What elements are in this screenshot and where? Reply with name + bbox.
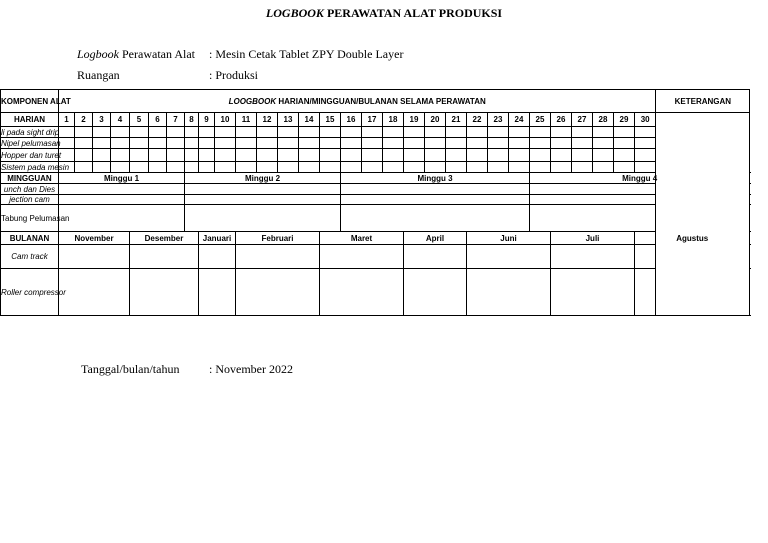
check-cell[interactable] bbox=[404, 127, 425, 138]
check-cell[interactable] bbox=[149, 138, 167, 149]
check-cell[interactable] bbox=[341, 195, 530, 205]
date-label: Tanggal/bulan/tahun bbox=[81, 362, 180, 376]
check-cell[interactable] bbox=[185, 205, 341, 232]
day-number: 1 bbox=[59, 113, 75, 127]
day-number: 21 bbox=[446, 113, 467, 127]
check-cell[interactable] bbox=[530, 127, 551, 138]
check-cell[interactable] bbox=[167, 138, 185, 149]
day-number: 23 bbox=[488, 113, 509, 127]
check-cell[interactable] bbox=[593, 162, 614, 173]
check-cell[interactable] bbox=[635, 138, 656, 149]
check-cell[interactable] bbox=[111, 149, 130, 162]
monthly-item-label: Cam track bbox=[1, 245, 59, 269]
check-cell[interactable] bbox=[635, 245, 750, 269]
check-cell[interactable] bbox=[299, 127, 320, 138]
month-header: November bbox=[59, 232, 130, 245]
check-cell[interactable] bbox=[185, 127, 199, 138]
check-cell[interactable] bbox=[236, 149, 257, 162]
check-cell[interactable] bbox=[509, 162, 530, 173]
check-cell[interactable] bbox=[320, 127, 341, 138]
check-cell[interactable] bbox=[185, 138, 199, 149]
check-cell[interactable] bbox=[635, 162, 656, 173]
check-cell[interactable] bbox=[236, 138, 257, 149]
check-cell[interactable] bbox=[257, 127, 278, 138]
day-number: 20 bbox=[425, 113, 446, 127]
check-cell[interactable] bbox=[199, 269, 236, 316]
check-cell[interactable] bbox=[383, 127, 404, 138]
check-cell[interactable] bbox=[341, 184, 530, 195]
table-row bbox=[1, 173, 750, 184]
check-cell[interactable] bbox=[425, 162, 446, 173]
check-cell[interactable] bbox=[75, 162, 93, 173]
check-cell[interactable] bbox=[257, 162, 278, 173]
header-rest: HARIAN/MINGGUAN/BULANAN SELAMA PERAWATAN bbox=[276, 96, 486, 106]
check-cell[interactable] bbox=[167, 162, 185, 173]
check-cell[interactable] bbox=[111, 127, 130, 138]
check-cell[interactable] bbox=[572, 149, 593, 162]
check-cell[interactable] bbox=[59, 205, 185, 232]
check-cell[interactable] bbox=[167, 149, 185, 162]
check-cell[interactable] bbox=[149, 162, 167, 173]
weekly-item-label: unch dan Dies bbox=[1, 184, 59, 195]
check-cell[interactable] bbox=[572, 138, 593, 149]
check-cell[interactable] bbox=[236, 269, 320, 316]
month-header: Januari bbox=[199, 232, 236, 245]
check-cell[interactable] bbox=[320, 149, 341, 162]
check-cell[interactable] bbox=[130, 127, 149, 138]
check-cell[interactable] bbox=[362, 138, 383, 149]
check-cell[interactable] bbox=[446, 138, 467, 149]
check-cell[interactable] bbox=[383, 162, 404, 173]
day-number: 22 bbox=[467, 113, 488, 127]
table-row bbox=[1, 205, 750, 218]
check-cell[interactable] bbox=[149, 127, 167, 138]
month-header: Februari bbox=[236, 232, 320, 245]
check-cell[interactable] bbox=[488, 162, 509, 173]
check-cell[interactable] bbox=[446, 127, 467, 138]
check-cell[interactable] bbox=[404, 269, 467, 316]
check-cell[interactable] bbox=[467, 245, 551, 269]
check-cell[interactable] bbox=[572, 162, 593, 173]
check-cell[interactable] bbox=[199, 149, 215, 162]
check-cell[interactable] bbox=[130, 162, 149, 173]
check-cell[interactable] bbox=[551, 269, 635, 316]
header-italic: LOOGBOOK bbox=[228, 96, 277, 106]
table-row bbox=[1, 184, 750, 195]
day-number: 17 bbox=[362, 113, 383, 127]
check-cell[interactable] bbox=[551, 162, 572, 173]
check-cell[interactable] bbox=[59, 184, 185, 195]
check-cell[interactable] bbox=[278, 149, 299, 162]
daily-item-label: li pada sight drip bbox=[1, 127, 60, 137]
day-number: 11 bbox=[236, 113, 257, 127]
check-cell[interactable] bbox=[257, 149, 278, 162]
check-cell[interactable] bbox=[362, 162, 383, 173]
check-cell[interactable] bbox=[130, 269, 199, 316]
equipment-label: Logbook Perawatan Alat bbox=[77, 47, 195, 61]
check-cell[interactable] bbox=[446, 162, 467, 173]
check-cell[interactable] bbox=[488, 149, 509, 162]
check-cell[interactable] bbox=[130, 138, 149, 149]
day-number: 12 bbox=[257, 113, 278, 127]
check-cell[interactable] bbox=[530, 162, 551, 173]
monthly-label: BULANAN bbox=[1, 232, 59, 245]
week-header: Minggu 1 bbox=[59, 173, 185, 184]
check-cell[interactable] bbox=[320, 138, 341, 149]
check-cell[interactable] bbox=[236, 127, 257, 138]
check-cell[interactable] bbox=[551, 127, 572, 138]
table-row bbox=[1, 195, 750, 205]
day-number: 8 bbox=[185, 113, 199, 127]
check-cell[interactable] bbox=[75, 138, 93, 149]
check-cell[interactable] bbox=[199, 127, 215, 138]
check-cell[interactable] bbox=[320, 162, 341, 173]
check-cell[interactable] bbox=[93, 138, 111, 149]
table-row bbox=[1, 113, 750, 127]
check-cell[interactable] bbox=[530, 195, 750, 205]
day-number: 18 bbox=[383, 113, 404, 127]
day-number: 9 bbox=[199, 113, 215, 127]
check-cell[interactable] bbox=[130, 149, 149, 162]
day-number: 29 bbox=[614, 113, 635, 127]
check-cell[interactable] bbox=[467, 149, 488, 162]
check-cell[interactable] bbox=[425, 149, 446, 162]
day-number: 2 bbox=[75, 113, 93, 127]
check-cell[interactable] bbox=[383, 138, 404, 149]
day-number: 30 bbox=[635, 113, 656, 127]
check-cell[interactable] bbox=[509, 127, 530, 138]
table-row bbox=[1, 269, 750, 293]
check-cell[interactable] bbox=[614, 138, 635, 149]
check-cell[interactable] bbox=[215, 138, 236, 149]
table-row bbox=[1, 90, 750, 113]
check-cell[interactable] bbox=[404, 162, 425, 173]
day-number: 5 bbox=[130, 113, 149, 127]
check-cell[interactable] bbox=[320, 269, 404, 316]
check-cell[interactable] bbox=[614, 162, 635, 173]
check-cell[interactable] bbox=[509, 149, 530, 162]
day-number: 7 bbox=[167, 113, 185, 127]
equipment-value: : Mesin Cetak Tablet ZPY Double Layer bbox=[209, 47, 404, 61]
check-cell[interactable] bbox=[341, 127, 362, 138]
table-row bbox=[1, 232, 750, 245]
check-cell[interactable] bbox=[215, 149, 236, 162]
check-cell[interactable] bbox=[467, 269, 551, 316]
check-cell[interactable] bbox=[488, 127, 509, 138]
check-cell[interactable] bbox=[75, 127, 93, 138]
check-cell[interactable] bbox=[111, 162, 130, 173]
check-cell[interactable] bbox=[530, 138, 551, 149]
day-number: 19 bbox=[404, 113, 425, 127]
check-cell[interactable] bbox=[278, 127, 299, 138]
check-cell[interactable] bbox=[130, 245, 199, 269]
date-value: : November 2022 bbox=[209, 362, 293, 376]
week-header: Minggu 3 bbox=[341, 173, 530, 184]
check-cell[interactable] bbox=[185, 162, 199, 173]
check-cell[interactable] bbox=[362, 127, 383, 138]
check-cell[interactable] bbox=[199, 162, 215, 173]
day-number: 15 bbox=[320, 113, 341, 127]
check-cell[interactable] bbox=[111, 138, 130, 149]
page-title: LOGBOOK PERAWATAN ALAT PRODUKSI bbox=[265, 6, 503, 20]
table-row bbox=[1, 245, 750, 257]
check-cell[interactable] bbox=[404, 245, 467, 269]
weekly-item-label: jection cam bbox=[1, 195, 59, 205]
check-cell[interactable] bbox=[299, 149, 320, 162]
weekly-item-label: Tabung Pelumasan bbox=[1, 205, 59, 232]
weekly-label: MINGGUAN bbox=[1, 173, 59, 184]
check-cell[interactable] bbox=[593, 149, 614, 162]
day-number: 10 bbox=[215, 113, 236, 127]
check-cell[interactable] bbox=[59, 269, 130, 316]
check-cell[interactable] bbox=[199, 245, 236, 269]
check-cell[interactable] bbox=[59, 127, 75, 138]
day-number: 14 bbox=[299, 113, 320, 127]
day-number: 6 bbox=[149, 113, 167, 127]
month-header: Juni bbox=[467, 232, 551, 245]
month-header: Agustus bbox=[635, 232, 750, 245]
day-number: 26 bbox=[551, 113, 572, 127]
check-cell[interactable] bbox=[530, 184, 750, 195]
check-cell[interactable] bbox=[93, 162, 111, 173]
check-cell[interactable] bbox=[425, 127, 446, 138]
day-number: 27 bbox=[572, 113, 593, 127]
notes-header: KETERANGAN bbox=[656, 90, 750, 113]
month-header: Juli bbox=[551, 232, 635, 245]
check-cell[interactable] bbox=[635, 127, 656, 138]
check-cell[interactable] bbox=[199, 138, 215, 149]
daily-item-label: Sistem pada mesin bbox=[1, 162, 70, 172]
check-cell[interactable] bbox=[278, 138, 299, 149]
check-cell[interactable] bbox=[215, 162, 236, 173]
check-cell[interactable] bbox=[467, 138, 488, 149]
daily-item-label: Nipel pelumasan bbox=[1, 138, 61, 148]
day-number: 16 bbox=[341, 113, 362, 127]
check-cell[interactable] bbox=[167, 127, 185, 138]
check-cell[interactable] bbox=[362, 149, 383, 162]
check-cell[interactable] bbox=[320, 245, 404, 269]
check-cell[interactable] bbox=[299, 162, 320, 173]
check-cell[interactable] bbox=[530, 149, 551, 162]
check-cell[interactable] bbox=[467, 162, 488, 173]
check-cell[interactable] bbox=[299, 138, 320, 149]
check-cell[interactable] bbox=[236, 162, 257, 173]
day-number: 3 bbox=[93, 113, 111, 127]
check-cell[interactable] bbox=[257, 138, 278, 149]
day-number: 25 bbox=[530, 113, 551, 127]
check-cell[interactable] bbox=[425, 138, 446, 149]
check-cell[interactable] bbox=[635, 269, 750, 316]
check-cell[interactable] bbox=[215, 127, 236, 138]
logbook-period-header bbox=[59, 90, 656, 113]
day-number: 28 bbox=[593, 113, 614, 127]
check-cell[interactable] bbox=[93, 127, 111, 138]
component-header: KOMPONEN ALAT bbox=[1, 90, 59, 113]
check-cell[interactable] bbox=[530, 205, 750, 232]
check-cell[interactable] bbox=[635, 149, 656, 162]
table-row bbox=[1, 138, 750, 149]
day-number: 24 bbox=[509, 113, 530, 127]
check-cell[interactable] bbox=[149, 149, 167, 162]
check-cell[interactable] bbox=[93, 149, 111, 162]
check-cell[interactable] bbox=[236, 245, 320, 269]
check-cell[interactable] bbox=[404, 149, 425, 162]
monthly-item-label: Roller compressor bbox=[1, 269, 59, 316]
check-cell[interactable] bbox=[551, 149, 572, 162]
check-cell[interactable] bbox=[551, 245, 635, 269]
check-cell[interactable] bbox=[59, 195, 185, 205]
check-cell[interactable] bbox=[593, 127, 614, 138]
check-cell[interactable] bbox=[185, 195, 341, 205]
table-row bbox=[1, 127, 750, 138]
check-cell[interactable] bbox=[341, 149, 362, 162]
month-header: April bbox=[404, 232, 467, 245]
check-cell[interactable] bbox=[488, 138, 509, 149]
table-row bbox=[1, 149, 750, 162]
check-cell[interactable] bbox=[572, 127, 593, 138]
check-cell[interactable] bbox=[446, 149, 467, 162]
month-header: Desember bbox=[130, 232, 199, 245]
check-cell[interactable] bbox=[341, 205, 530, 232]
check-cell[interactable] bbox=[341, 162, 362, 173]
check-cell[interactable] bbox=[404, 138, 425, 149]
check-cell[interactable] bbox=[467, 127, 488, 138]
daily-label: HARIAN bbox=[1, 113, 59, 127]
month-header: Maret bbox=[320, 232, 404, 245]
table-row bbox=[1, 162, 750, 173]
daily-item-label: Hopper dan turet bbox=[1, 150, 62, 160]
check-cell[interactable] bbox=[614, 127, 635, 138]
room-label: Ruangan bbox=[77, 68, 120, 82]
week-header: Minggu 2 bbox=[185, 173, 341, 184]
check-cell[interactable] bbox=[551, 138, 572, 149]
check-cell[interactable] bbox=[614, 149, 635, 162]
check-cell[interactable] bbox=[593, 138, 614, 149]
check-cell[interactable] bbox=[383, 149, 404, 162]
check-cell[interactable] bbox=[341, 138, 362, 149]
check-cell[interactable] bbox=[59, 245, 130, 269]
logbook-table bbox=[0, 89, 750, 316]
check-cell[interactable] bbox=[75, 149, 93, 162]
check-cell[interactable] bbox=[278, 162, 299, 173]
room-value: : Produksi bbox=[209, 68, 259, 82]
day-number: 4 bbox=[111, 113, 130, 127]
check-cell[interactable] bbox=[185, 149, 199, 162]
check-cell[interactable] bbox=[185, 184, 341, 195]
day-number: 13 bbox=[278, 113, 299, 127]
check-cell[interactable] bbox=[509, 138, 530, 149]
week-header: Minggu 4 bbox=[530, 173, 750, 184]
